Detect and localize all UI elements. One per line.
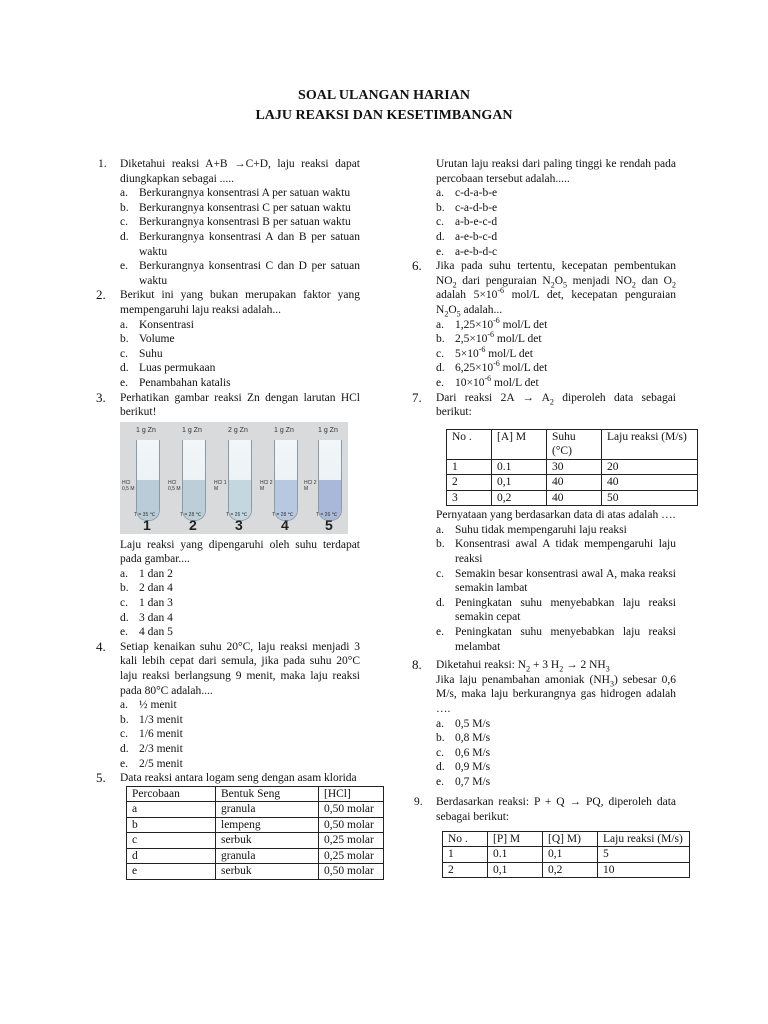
option-text: Semakin besar konsentrasi awal A, maka reaksi semakin lambat (455, 567, 676, 595)
option-a (94, 567, 360, 582)
document-title: SOAL ULANGAN HARIAN (298, 88, 470, 103)
option-d (94, 611, 360, 626)
question-2-options (94, 318, 360, 391)
option-letter: c. (120, 216, 128, 229)
question-number: 8. (412, 657, 422, 673)
option-text: 0,5 M/s (455, 717, 491, 730)
table-row (127, 848, 384, 864)
subscript: 2 (550, 280, 555, 290)
option-letter: c. (436, 567, 444, 580)
option-d (410, 760, 676, 775)
option-letter: c. (120, 347, 128, 360)
table-cell: 20 (602, 459, 698, 475)
text-part: O (554, 274, 564, 287)
question-text: Pernyataan yang berdasarkan data di atas adalah …. (436, 509, 676, 522)
option-letter: d. (120, 362, 129, 375)
question-text: Diketahui reaksi A+B →C+D, laju reaksi dapat diungkapkan sebagai ..... (120, 158, 360, 185)
option-text: Konsentrasi (139, 318, 194, 331)
tube-label: 1 g Zn (274, 426, 294, 434)
option-letter: c. (120, 597, 128, 610)
option-text: 4 dan 5 (139, 626, 173, 639)
question-text: Berdasarkan reaksi: P + Q → PQ, diperoleh data sebagai berikut: (436, 796, 676, 824)
table-cell: b (127, 817, 216, 833)
option-b (94, 581, 360, 596)
table-cell: 40 (547, 475, 602, 491)
question-text: Data reaksi antara logam seng dengan asam klorida (120, 772, 357, 785)
option-text: 2/3 menit (139, 743, 183, 755)
text-part: ) sebesar 0,6 M/s, maka laju berkurangnya gas hidrogen adalah …. (436, 673, 676, 715)
option-a (94, 698, 360, 713)
option-letter: c. (436, 216, 444, 229)
table-cell: 0,50 molar (319, 864, 384, 880)
table-cell: 40 (547, 490, 602, 506)
option-letter: a. (120, 699, 128, 712)
table-cell: 0.1 (488, 847, 543, 863)
question-1 (94, 157, 360, 186)
question-text: Berikut ini yang bukan merupakan faktor yang mempengaruhi laju reaksi adalah... (120, 289, 360, 316)
table-header: [P] M (488, 831, 543, 847)
option-e (410, 625, 676, 654)
table-cell: 2 (447, 475, 492, 491)
option-text: Berkurangnya konsentrasi B per satuan waktu (139, 216, 351, 229)
table-row (447, 490, 698, 506)
question-5-prompt (410, 157, 676, 186)
table-header: [A] M (492, 429, 547, 459)
tube-number: 2 (189, 516, 197, 533)
table-cell: 0,2 (543, 862, 598, 878)
tube-solution: HCl 1 M (214, 479, 227, 492)
option-text: Suhu (139, 347, 163, 360)
option-text: a-b-e-c-d (455, 216, 498, 229)
table-row (447, 459, 698, 475)
option-letter: d. (120, 743, 129, 755)
table-cell: a (127, 802, 216, 818)
question-text: Setiap kenaikan suhu 20°C, laju reaksi menjadi 3 kali lebih cepat dari semula, jika pada suhu 20°C laju reaksi berlangsung 9 menit, maka laju reaksi pada 80°C adalah.... (120, 640, 360, 697)
subscript: 2 (631, 280, 636, 290)
option-text: Berkurangnya konsentrasi A per satuan waktu (139, 187, 351, 200)
table-header: [HCl] (319, 786, 384, 802)
option-d (410, 596, 676, 625)
subscript: 5 (563, 280, 568, 290)
subscript: 2 (444, 309, 449, 319)
tube-number: 3 (235, 516, 243, 533)
question-text-2 (436, 674, 676, 715)
option-text: 1/3 menit (139, 713, 183, 726)
table-header: Bentuk Seng (216, 786, 319, 802)
table-cell: 2 (443, 862, 488, 878)
table-header: No . (443, 831, 488, 847)
option-letter: a. (436, 187, 444, 200)
option-b (410, 332, 676, 347)
table-header: Suhu (°C) (547, 429, 602, 459)
question-4-options (94, 698, 360, 771)
text-part: → 2 NH (563, 659, 606, 672)
right-column (410, 157, 687, 878)
table-cell: 50 (602, 490, 698, 506)
table-cell: 10 (598, 862, 690, 878)
option-d (94, 361, 360, 376)
text-part: dan O (635, 274, 672, 287)
option-letter: b. (436, 333, 445, 346)
option-b (410, 201, 676, 216)
option-c (410, 344, 676, 362)
superscript: -6 (493, 315, 500, 325)
option-unit: mol/L det (485, 347, 533, 360)
option-text: Berkurangnya konsentrasi C dan D per satuan waktu (139, 260, 360, 287)
table-cell: 0,25 molar (319, 848, 384, 864)
tube-label: 1 g Zn (136, 426, 156, 434)
tube-solution: HCl 2 M (260, 479, 273, 492)
option-text: a-e-b-d-c (455, 245, 498, 258)
subscript: 2 (526, 664, 531, 674)
tube-label: 1 g Zn (318, 426, 338, 434)
option-letter: e. (120, 757, 128, 770)
test-tubes-image (120, 422, 348, 534)
question-text (436, 392, 676, 419)
option-c (410, 746, 676, 761)
question-text (436, 659, 610, 674)
option-letter: e. (120, 626, 128, 639)
table-cell: 30 (547, 459, 602, 475)
question-number: 7. (412, 389, 422, 405)
rate-data-table (446, 429, 698, 507)
table-cell: 3 (447, 490, 492, 506)
superscript: -6 (478, 344, 486, 354)
option-text: 1,25×10 (455, 318, 494, 331)
option-letter: e. (436, 376, 444, 389)
question-number: 1. (98, 158, 107, 170)
option-text: 2 dan 4 (139, 582, 173, 595)
table-cell: 1 (443, 847, 488, 863)
option-letter: b. (436, 732, 445, 745)
option-unit: mol/L det (491, 376, 539, 389)
table-header: [Q] M) (543, 831, 598, 847)
text-part: adalah 5×10 (436, 289, 498, 302)
question-5 (94, 771, 360, 786)
option-text: Suhu tidak mempengaruhi laju reaksi (455, 523, 627, 536)
table-cell: 1 (447, 459, 492, 475)
question-text: Perhatikan gambar reaksi Zn dengan larutan HCl berikut! (120, 391, 360, 419)
option-text: 0,6 M/s (455, 746, 491, 759)
question-3 (94, 391, 360, 420)
option-text: 6,25×10 (455, 362, 494, 375)
option-c (94, 727, 360, 742)
question-number: 9. (414, 796, 423, 809)
tube-number: 5 (325, 516, 333, 533)
table-cell: serbuk (216, 864, 319, 880)
tube-label: 1 g Zn (182, 426, 202, 434)
tube-temperature: T = 28 ℃ (272, 511, 294, 518)
table-cell: 0,50 molar (319, 817, 384, 833)
option-letter: b. (120, 333, 129, 346)
table-cell: 0,1 (492, 475, 547, 491)
table-row (447, 475, 698, 491)
superscript: -6 (487, 330, 495, 340)
question-3-prompt (94, 538, 360, 567)
option-b (410, 731, 676, 746)
option-b (410, 537, 676, 566)
question-7 (410, 391, 676, 420)
option-c (410, 567, 676, 596)
option-text: Berkurangnya konsentrasi C per satuan waktu (139, 201, 351, 214)
table-header: No . (447, 429, 492, 459)
table-cell: granula (216, 848, 319, 864)
option-letter: b. (120, 201, 129, 214)
option-letter: a. (120, 187, 128, 200)
option-text: c-d-a-b-e (455, 187, 498, 200)
option-letter: e. (120, 376, 128, 389)
option-text: Konsentrasi awal A tidak mempengaruhi laju reaksi (455, 538, 676, 565)
subscript: 2 (672, 280, 676, 290)
option-letter: e. (436, 245, 444, 258)
table-cell: lempeng (216, 817, 319, 833)
superscript: -6 (484, 374, 492, 384)
table-cell: granula (216, 802, 319, 818)
text-part: Dari reaksi 2A → A (436, 391, 550, 404)
question-text: Urutan laju reaksi dari paling tinggi ke rendah pada percobaan tersebut adalah..... (436, 158, 676, 185)
option-letter: d. (436, 596, 445, 609)
option-a (94, 186, 360, 201)
tube-temperature: T = 26 ℃ (226, 511, 248, 518)
option-a (410, 717, 676, 732)
subscript: 5 (456, 309, 461, 319)
tube-temperature: T = 35 ℃ (134, 511, 156, 518)
option-e (94, 376, 360, 391)
table-header: Laju reaksi (M/s) (602, 429, 698, 459)
question-1-options (94, 186, 360, 288)
option-text: 10×10 (455, 376, 485, 389)
question-6-options (410, 315, 676, 391)
table-cell: d (127, 848, 216, 864)
option-d (410, 230, 676, 245)
question-8-options (410, 717, 676, 790)
table-header-row (127, 786, 384, 802)
question-9 (410, 795, 676, 824)
subscript: 3 (609, 679, 614, 689)
option-letter: e. (436, 625, 444, 638)
option-letter: d. (436, 230, 445, 243)
table-cell: 40 (602, 475, 698, 491)
option-letter: d. (436, 362, 445, 375)
table-row (127, 833, 384, 849)
option-text: a-e-b-c-d (455, 230, 498, 243)
option-letter: e. (120, 260, 128, 273)
question-2 (94, 288, 360, 317)
question-number: 4. (96, 638, 106, 654)
option-text: 0,8 M/s (455, 732, 491, 745)
question-4 (94, 640, 360, 698)
left-column (94, 157, 374, 880)
subscript: 2 (559, 664, 564, 674)
superscript: -6 (497, 286, 504, 296)
table-header-row (443, 831, 690, 847)
question-number: 2. (96, 287, 106, 303)
tube-temperature: T = 28 ℃ (180, 511, 202, 518)
option-letter: d. (436, 761, 445, 774)
option-letter: b. (436, 201, 445, 214)
option-text: 1 dan 3 (139, 597, 173, 610)
question-3-options (94, 567, 360, 640)
option-b (94, 201, 360, 216)
question-number: 6. (412, 258, 422, 274)
option-letter: a. (436, 318, 444, 331)
option-text: Peningkatan suhu menyebabkan laju reaksi semakin cepat (455, 596, 676, 624)
table-cell: 0,1 (488, 862, 543, 878)
text-part: diperoleh data sebagai berikut: (436, 391, 677, 419)
option-text: Volume (139, 333, 175, 346)
option-d (94, 742, 360, 757)
option-e (94, 259, 360, 288)
option-text: Luas permukaan (139, 362, 216, 375)
option-text: Peningkatan suhu menyebabkan laju reaksi melambat (455, 625, 676, 653)
option-letter: e. (436, 775, 444, 788)
zinc-reaction-table (126, 786, 384, 880)
option-letter: c. (436, 347, 444, 360)
option-e (94, 757, 360, 772)
table-header-row (447, 429, 698, 459)
option-letter: d. (120, 230, 129, 243)
table-cell: 0,50 molar (319, 802, 384, 818)
pq-data-table (442, 831, 690, 879)
option-text: 5×10 (455, 347, 479, 360)
tube-number: 4 (281, 516, 289, 533)
text-part: O (448, 303, 457, 316)
option-c (410, 215, 676, 230)
option-letter: b. (436, 538, 445, 551)
option-letter: d. (120, 611, 129, 624)
question-number: 3. (96, 389, 106, 405)
option-text: c-a-d-b-e (455, 201, 498, 214)
tube-solution: HCl 2 M (304, 479, 317, 492)
question-text (436, 260, 676, 319)
tube-temperature: T = 26 ℃ (316, 511, 338, 518)
table-cell: 5 (598, 847, 690, 863)
tube-label: 2 g Zn (228, 426, 248, 434)
superscript: -6 (493, 359, 500, 369)
text-part: + 3 H (530, 659, 560, 672)
option-text: 3 dan 4 (139, 611, 173, 624)
question-5-options (410, 186, 676, 259)
option-text: 2/5 menit (139, 757, 183, 770)
option-e (410, 376, 676, 391)
option-text: Berkurangnya konsentrasi A dan B per satuan waktu (139, 230, 360, 258)
table-cell: c (127, 833, 216, 849)
option-d (410, 361, 676, 376)
subscript: 2 (452, 280, 457, 290)
table-cell: 0.1 (492, 459, 547, 475)
option-e (410, 775, 676, 790)
option-letter: a. (436, 717, 444, 730)
question-6 (410, 259, 676, 317)
option-text: ½ menit (139, 699, 177, 712)
option-a (410, 523, 676, 538)
option-unit: mol/L det (499, 362, 548, 375)
option-c (94, 215, 360, 230)
text-part: Jika laju penambahan amoniak (NH (436, 673, 610, 686)
table-row (443, 847, 690, 863)
question-7-prompt (410, 508, 676, 523)
question-7-options (410, 523, 676, 654)
tube-number: 1 (143, 516, 151, 533)
question-number: 5. (96, 770, 106, 786)
document-subtitle: LAJU REAKSI DAN KESETIMBANGAN (255, 108, 513, 123)
option-a (410, 315, 676, 333)
subscript: 2 (549, 396, 554, 406)
table-cell: 0,1 (543, 847, 598, 863)
option-letter: c. (436, 746, 444, 759)
option-e (410, 245, 676, 260)
option-text: 2,5×10 (455, 333, 488, 346)
table-row (127, 802, 384, 818)
option-letter: a. (120, 567, 128, 580)
text-part: Diketahui reaksi: N (436, 659, 527, 672)
option-c (94, 347, 360, 362)
option-letter: a. (436, 523, 444, 536)
option-e (94, 625, 360, 640)
option-text: 1 dan 2 (139, 567, 173, 580)
option-text: 1/6 menit (139, 728, 183, 741)
option-text: 0,7 M/s (455, 775, 491, 788)
table-cell: 0,25 molar (319, 833, 384, 849)
table-cell: 0,2 (492, 490, 547, 506)
option-letter: a. (120, 318, 128, 331)
text-part: mol/L det, kecepatan penguraian N (436, 289, 676, 316)
option-letter: b. (120, 582, 129, 595)
tube-solution: HCl 0,5 M (168, 479, 181, 492)
table-cell: e (127, 864, 216, 880)
text-part: menjadi NO (567, 274, 632, 287)
option-c (94, 596, 360, 611)
option-a (410, 186, 676, 201)
question-text: Laju reaksi yang dipengaruhi oleh suhu terdapat pada gambar.... (120, 538, 360, 566)
question-8 (410, 658, 676, 716)
text-part: adalah... (460, 303, 503, 316)
option-letter: c. (120, 728, 128, 741)
text-part: Jika pada suhu tertentu, kecepatan pembentukan NO (436, 260, 676, 287)
option-text: 0,9 M/s (455, 761, 491, 774)
table-header: Percobaan (127, 786, 216, 802)
option-unit: mol/L det (499, 318, 548, 331)
table-cell: serbuk (216, 833, 319, 849)
text-part: dari penguraian N (456, 274, 551, 287)
option-d (94, 230, 360, 259)
option-letter: b. (120, 713, 129, 726)
option-a (94, 318, 360, 333)
table-row (127, 864, 384, 880)
table-header: Laju reaksi (M/s) (598, 831, 690, 847)
subscript: 3 (605, 664, 610, 674)
table-row (127, 817, 384, 833)
option-b (94, 332, 360, 347)
option-b (94, 713, 360, 728)
table-row (443, 862, 690, 878)
option-text: Penambahan katalis (139, 376, 231, 389)
option-unit: mol/L det (494, 333, 542, 346)
tube-solution: HCl 0,5 M (122, 479, 135, 492)
